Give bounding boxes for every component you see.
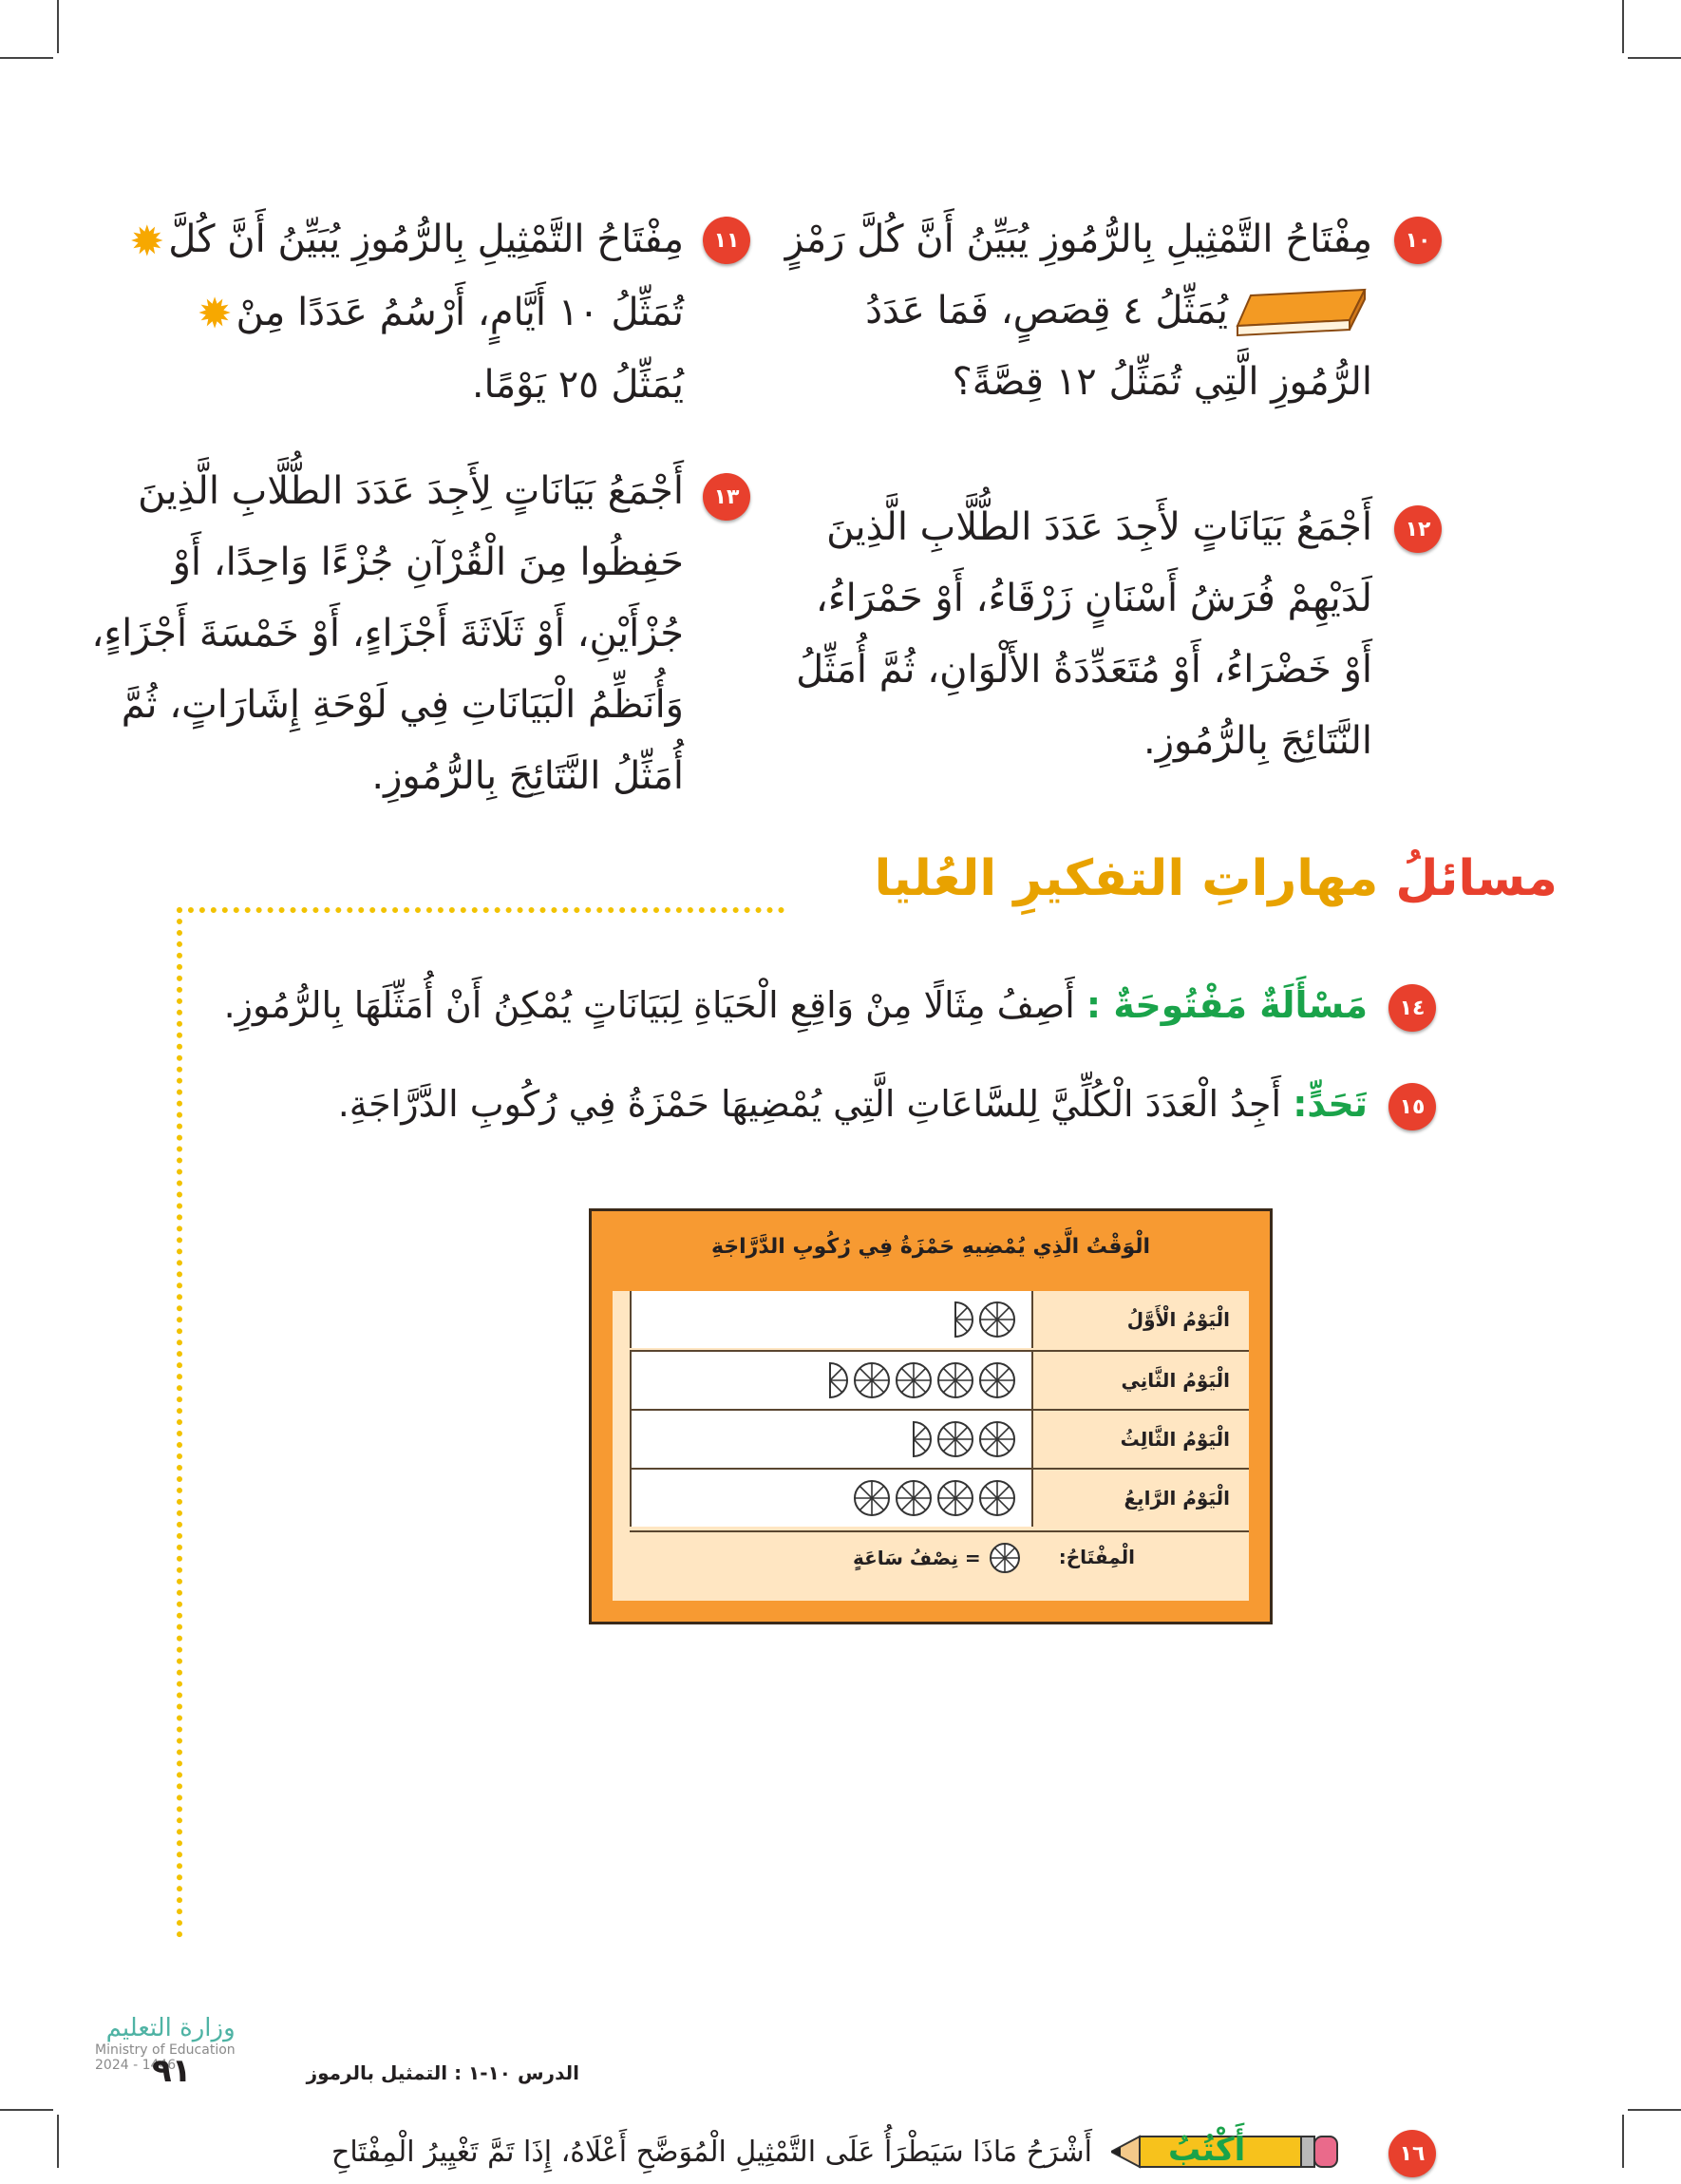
key-value [853,1542,1021,1574]
question-number-11: ١١ [703,217,750,264]
row-label: الْيَوْمُ الرَّابِعُ [1124,1487,1230,1510]
symbols-cell [630,1291,1033,1348]
symbols-cell [630,1352,1033,1409]
question-11-text [129,204,684,421]
row-label: الْيَوْمُ الثَّانِي [1121,1369,1230,1392]
question-11-line-2-text: تُمَثِّلُ ١٠ أَيَّامٍ، أَرْسُمُ عَدَدًا مِنْ [236,290,684,334]
question-number-14: ١٤ [1388,984,1436,1032]
section-header [875,850,1558,907]
table-title: الْوَقْتُ الَّذِي يُمْضِيهِ حَمْزَةُ فِي رُكُوبِ الدَّرَّاجَةِ [710,1235,1151,1259]
book-icon [1234,288,1367,337]
question-number-12: ١٢ [1394,505,1442,553]
wheel-icon [978,1479,1016,1517]
symbols-cell [630,1411,1033,1468]
question-10-line-2-text: يُمَثِّلُ ٤ قِصَصٍ، فَمَا عَدَدُ [865,289,1228,332]
write-badge [1111,2123,1339,2180]
table-row [630,1350,1249,1409]
open-problem-label: مَسْأَلَةٌ مَفْتُوحَةٌ : [1086,984,1368,1026]
wheel-icon [895,1479,933,1517]
question-14-body: أَصِفُ مِثَالًا مِنْ وَاقِعِ الْحَيَاةِ لِبَيَانَاتٍ يُمْكِنُ أَنْ أُمَثِّلَهَا بِالرُّمُوزِ. [223,984,1075,1026]
question-number-13: ١٣ [703,473,750,521]
question-number-15: ١٥ [1388,1083,1436,1130]
wheel-icon [989,1542,1021,1574]
wheel-icon [853,1479,891,1517]
question-13-text [91,456,684,812]
crop-mark [1622,2115,1624,2168]
lesson-title: الدرس ١٠-١ : التمثيل بالرموز [306,2061,579,2084]
question-14-text [224,984,1368,1026]
question-11-line-3: يُمَثِّلُ ٢٥ يَوْمًا. [471,363,684,407]
wheel-icon [936,1479,974,1517]
question-11-line-2 [152,277,684,351]
question-10-line-2 [840,275,1372,347]
table-row [630,1409,1249,1468]
wheel-icon [978,1420,1016,1458]
question-16-line-1: أَشْرَحُ مَاذَا سَيَطْرَأُ عَلَى التَّمْثِيلِ الْمُوَضَّحِ أَعْلَاهُ، إِذَا تَمَّ تَغْيِيرُ الْمِفْتَاحِ [331,2136,1092,2169]
sun-icon: ✹ [197,290,233,338]
wheel-icon [895,1361,933,1399]
page-number: ٩١ [152,2052,192,2090]
dotted-border-top [177,907,784,913]
section-header-gold: مهاراتِ التفكيرِ العُليا [874,850,1379,907]
question-13-line: أَجْمَعُ بَيَانَاتٍ لِأَجِدَ عَدَدَ الطُّلَّابِ الَّذِينَ [138,469,684,513]
question-13-line: وَأُنَظِّمُ الْبَيَانَاتِ فِي لَوْحَةِ إِشَارَاتٍ، ثُمَّ [121,683,684,727]
row-label: الْيَوْمُ الثَّالِثُ [1120,1428,1230,1451]
write-label: أَكْتُبُ [1168,2131,1246,2169]
key-value-text: = نِصْفُ سَاعَةٍ [853,1547,981,1569]
crop-mark [57,2115,59,2168]
pictograph-table [589,1208,1273,1624]
crop-mark [1622,0,1624,53]
question-15-body: أَجِدُ الْعَدَدَ الْكُلِّيَّ لِلسَّاعَاتِ الَّتِي يُمْضِيهَا حَمْزَةُ فِي رُكُوبِ الدَّرَّاجَةِ. [337,1083,1282,1125]
question-12-line: النَّتَائِجَ بِالرُّمُوزِ. [1143,719,1372,763]
ministry-name-ar: وزارة التعليم [105,2014,236,2042]
ministry-name-en: Ministry of Education [95,2042,236,2058]
question-15-text [338,1083,1368,1125]
question-number-16: ١٦ [1388,2130,1436,2177]
question-11-line-1 [129,204,684,277]
edition-year: 2024 - 1446 [95,2058,177,2073]
question-13-line: حَفِظُوا مِنَ الْقُرْآنِ جُزْءًا وَاحِدًا، أَوْ [172,541,684,584]
question-11-line-1-text: مِفْتَاحُ التَّمْثِيلِ بِالرُّمُوزِ يُبَيِّنُ أَنَّ كُلَّ [168,218,684,261]
wheel-icon [936,1420,974,1458]
table-key-row [630,1530,1249,1589]
wheel-icon [978,1301,1016,1339]
wheel-icon [978,1361,1016,1399]
question-10-text [784,204,1372,418]
crop-mark [0,2109,53,2111]
wheel-icon [936,1361,974,1399]
crop-mark [1628,57,1681,59]
row-label: الْيَوْمُ الْأَوَّلُ [1126,1308,1230,1331]
question-13-line: جُزْأَيْنِ، أَوْ ثَلَاثَةَ أَجْزَاءٍ، أَوْ خَمْسَةَ أَجْزَاءٍ، [91,612,684,655]
table-row [630,1468,1249,1527]
question-10-line-1: مِفْتَاحُ التَّمْثِيلِ بِالرُّمُوزِ يُبَيِّنُ أَنَّ كُلَّ رَمْزٍ [784,218,1372,261]
half-wheel-icon [895,1420,933,1458]
question-12-line: أَوْ خَضْرَاءُ، أَوْ مُتَعَدِّدَةُ الأَلْوَانِ، ثُمَّ أُمَثِّلُ [796,648,1372,692]
dotted-border-left [177,907,182,1938]
question-number-10: ١٠ [1394,217,1442,264]
table-body [613,1291,1249,1601]
question-12-text [796,492,1372,777]
symbols-cell [630,1470,1033,1527]
question-12-line: أَجْمَعُ بَيَانَاتٍ لأَجِدَ عَدَدَ الطُّلَّابِ الَّذِينَ [826,505,1372,549]
challenge-label: تَحَدٍّ: [1293,1083,1368,1125]
question-13-line: أُمَثِّلُ النَّتَائِجَ بِالرُّمُوزِ. [371,754,684,798]
table-row [630,1291,1249,1348]
wheel-icon [853,1361,891,1399]
crop-mark [1628,2109,1681,2111]
question-12-line: لَدَيْهِمْ فُرَشُ أَسْنَانٍ زَرْقَاءُ، أَوْ حَمْرَاءُ، [815,577,1372,620]
key-label: الْمِفْتَاحُ: [1058,1546,1135,1568]
half-wheel-icon [811,1361,849,1399]
half-wheel-icon [936,1301,974,1339]
crop-mark [0,57,53,59]
sun-icon: ✹ [129,217,165,266]
page-footer [0,2052,1681,2099]
question-10-line-3: الرُّمُوزِ الَّتِي تُمَثِّلُ ١٢ قِصَّةً؟ [952,360,1372,404]
crop-mark [57,0,59,53]
section-header-red: مسائلُ [1395,850,1558,907]
